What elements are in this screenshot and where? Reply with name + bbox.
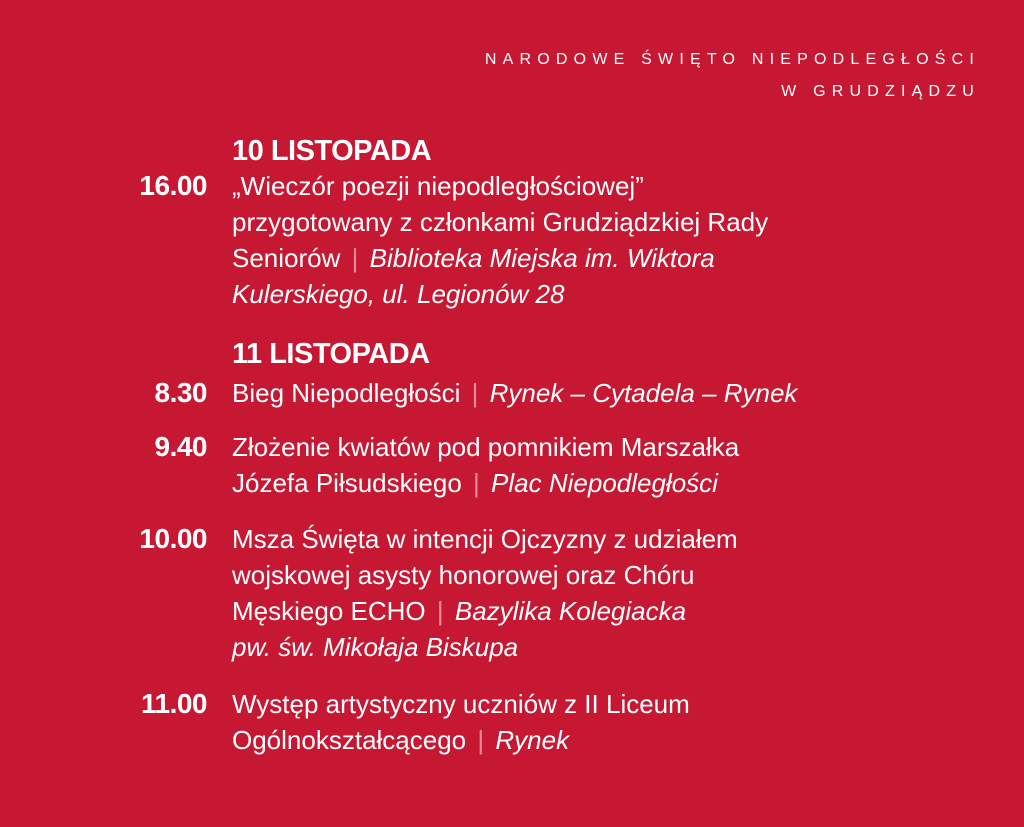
event-description [232,375,972,411]
event-line [232,429,972,465]
event-line [232,240,972,276]
day-title-10: 10 LISTOPADA [232,135,432,167]
event-text: Występ artystyczny uczniów z II Liceum [232,689,690,719]
event-time: 8.30 [154,377,207,408]
separator: | [477,725,485,755]
event-text: Męskiego ECHO [232,596,426,626]
event-line [232,465,972,501]
event-time: 10.00 [139,523,207,554]
event-time: 11.00 [140,688,207,719]
event-place: Rynek – Cytadela – Rynek [489,378,798,408]
header-title: NARODOWE ŚWIĘTO NIEPODLEGŁOŚCI [484,51,980,68]
event-line [232,375,972,411]
event-place: pw. św. Mikołaja Biskupa [232,632,519,662]
event-line [232,722,972,758]
event-place: Rynek [495,725,570,755]
event-time: 9.40 [154,431,207,462]
event-time: 16.00 [139,170,207,201]
event-description [232,686,972,758]
event-text: Złożenie kwiatów pod pomnikiem Marszałka [232,432,740,462]
event-text: Msza Święta w intencji Ojczyzny z udziałem [232,524,738,554]
event-text: Bieg Niepodległości [232,378,461,408]
separator: | [471,378,479,408]
event-place: Biblioteka Miejska im. Wiktora [369,243,715,273]
separator: | [351,243,359,273]
event-line [232,204,972,240]
event-place: Bazylika Kolegiacka [454,596,687,626]
event-line [232,557,972,593]
event-text: wojskowej asysty honorowej oraz Chóru [232,560,695,590]
event-text: Seniorów [232,243,341,273]
event-text: przygotowany z członkami Grudziądzkiej Rady [232,207,769,237]
event-description [232,521,972,665]
event-line [232,276,972,312]
separator: | [436,596,444,626]
event-text: Józefa Piłsudskiego [232,468,462,498]
event-text: Ogólnokształcącego [232,725,467,755]
day-title-11: 11 LISTOPADA [232,338,430,370]
event-line [232,168,972,204]
event-line [232,521,972,557]
event-place: Plac Niepodległości [491,468,718,498]
event-text: „Wieczór poezji niepodległościowej” [232,171,644,201]
separator: | [473,468,480,498]
event-description [232,429,972,501]
header [485,44,980,108]
event-description [232,168,972,312]
event-line [232,629,972,665]
event-line [232,593,972,629]
header-subtitle: W GRUDZIĄDZU [781,83,980,100]
event-place: Kulerskiego, ul. Legionów 28 [232,279,565,309]
event-line [232,686,972,722]
